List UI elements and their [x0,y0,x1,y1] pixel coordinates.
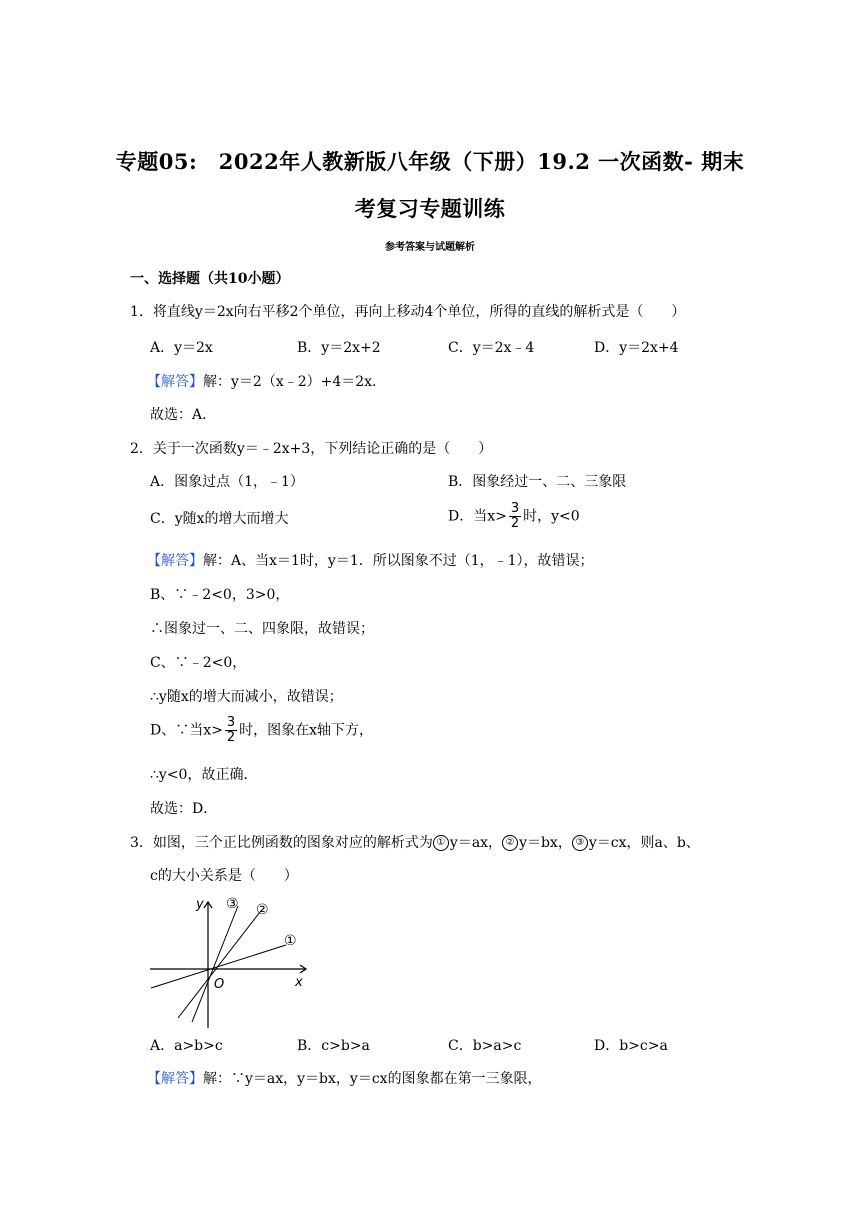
circled-number-1: ① [433,835,449,851]
answer-tag: 【解答】 [147,1071,203,1087]
proportional-functions-graph [148,892,318,1030]
q2-solution-line-4: C、∵﹣2<0， [150,655,247,671]
section-heading: 一、选择题（共10小题） [130,271,290,287]
q1-solution: 【解答】解：y＝2（x﹣2）+4＝2x． [147,374,387,390]
q3-option-a: A．a>b>c [150,1038,223,1054]
q2-solution-line-6: D、∵当x> $\frac{3}{2}$ 时，图象在x轴下方， [150,715,374,745]
fraction-three-halves: $\frac{3}{2}$ [226,715,236,745]
q2-solution-line-1: 【解答】解：A、当x＝1时，y＝1．所以图象不过（1，﹣1），故错误； [147,553,594,569]
q2-option-a: A．图象过点（1，﹣1） [150,474,304,490]
fraction-three-halves: $\frac{3}{2}$ [510,501,520,531]
y-axis-label: y [196,897,204,912]
q3-option-b: B．c>b>a [297,1038,370,1054]
q1-option-a: A．y＝2x [150,340,213,356]
x-axis-label: x [295,975,303,990]
q2-solution-line-2: B、∵﹣2<0，3>0， [150,587,290,603]
answer-tag: 【解答】 [147,553,203,569]
q2-option-d: D．当x> $\frac{3}{2}$ 时，y<0 [448,501,580,531]
line-1-marker: ① [284,933,297,949]
answer-tag: 【解答】 [147,374,203,390]
q3-stem-line-2: c的大小关系是（ ） [150,868,298,884]
q3-option-c: C．b>a>c [448,1038,522,1054]
q1-option-d: D．y＝2x+4 [594,340,679,356]
q3-solution: 【解答】解：∵y＝ax，y＝bx，y＝cx的图象都在第一三象限， [147,1071,542,1087]
q2-choice: 故选：D． [150,801,218,817]
circled-number-3: ③ [572,835,588,851]
origin-label: O [214,977,225,992]
q2-solution-line-5: ∴y随x的增大而减小，故错误； [150,689,343,705]
document-title-line-2: 考复习专题训练 [354,196,506,221]
line-2-marker: ② [256,902,269,918]
q2-solution-line-7: ∴y<0，故正确． [150,767,258,783]
q1-option-b: B．y＝2x+2 [297,340,381,356]
document-title-line-1: 专题05: 2022年人教新版八年级（下册）19.2 一次函数- 期末 [115,149,745,174]
document-subtitle: 参考答案与试题解析 [385,242,475,253]
q1-stem: 1．将直线y＝2x向右平移2个单位，再向上移动4个单位，所得的直线的解析式是（ ） [130,304,686,320]
line-3-marker: ③ [226,896,239,912]
q2-option-b: B．图象经过一、二、三象限 [448,474,627,490]
circled-number-2: ② [502,835,518,851]
q2-stem: 2．关于一次函数y＝﹣2x+3，下列结论正确的是（ ） [130,441,493,457]
q2-solution-line-3: ∴图象过一、二、四象限，故错误； [150,621,374,637]
line-3 [192,906,238,1022]
q3-stem-line-1: 3．如图，三个正比例函数的图象对应的解析式为 ① y＝ax， ② y＝bx， ③ y＝cx，则a、b、 [130,835,700,851]
q2-option-c: C．y随x的增大而增大 [150,511,289,527]
q1-choice: 故选：A． [150,407,217,423]
q3-option-d: D．b>c>a [594,1038,668,1054]
line-2 [178,912,260,1018]
q1-option-c: C．y＝2x﹣4 [448,340,535,356]
